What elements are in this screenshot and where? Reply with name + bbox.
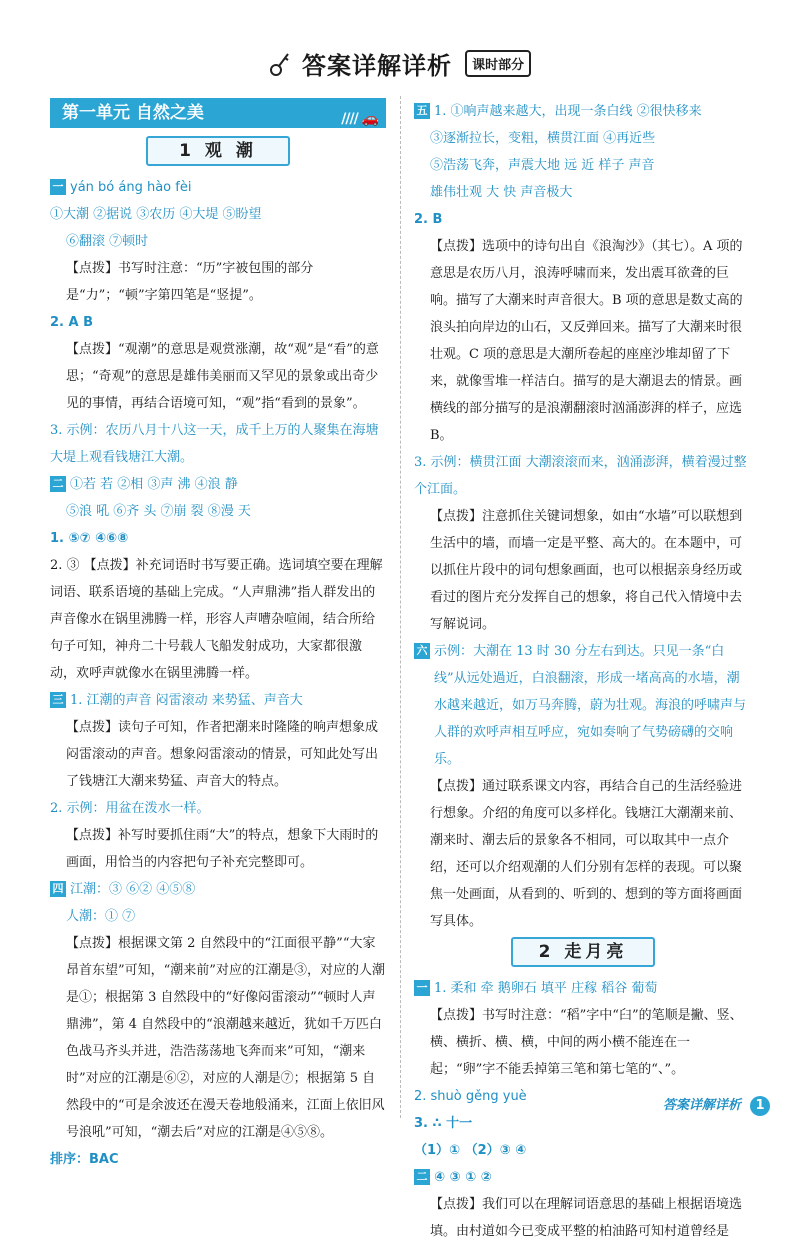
page-footer [663, 1093, 770, 1115]
section-number: 一 [50, 179, 66, 195]
tip-paragraph: 【点拨】注意抓住关键词想象，如由“水墙”可以联想到生活中的墙，而墙一定是平整、高大的。在本题中，可以抓住片段中的词句想象画面，也可以根据亲身经历或看过的图片充分发挥自己的想象，将自己代入情境中去写解说词。 [430, 509, 743, 632]
tip-paragraph: 【点拨】我们可以在理解词语意思的基础上根据语境选填。由村道如今已变成平整的柏油路可知村道曾经是 [430, 1197, 743, 1239]
tip-paragraph: 【点拨】通过联系课文内容，再结合自己的生活经验进行想象。介绍的角度可以多样化。钱塘江大潮潮来前、潮来时、潮去后的景象各不相同，可以取其中一点介绍，还可以介绍观潮的人们分别有怎样的表现。可以聚焦一处画面，从看到的、听到的、想到的等方面将画面写具体。 [430, 779, 743, 929]
section-number: 一 [414, 980, 430, 996]
pinyin-answers: yán bó áng hào fèi [70, 180, 192, 195]
answer-line: 1. 江潮的声音 闷雷滚动 来势猛、声音大 [70, 693, 303, 708]
lesson-title: 2 走月亮 [511, 937, 655, 967]
page-header [0, 46, 800, 86]
answer-line: 3. ∴ 十一 [414, 1116, 473, 1131]
tip-paragraph: 【点拨】书写时注意：“历”字被包围的部分是“力”；“顿”字第四笔是“竖提”。 [66, 261, 314, 303]
section-1 [50, 174, 386, 201]
answer-line: ⑤浪 吼 ⑥齐 头 ⑦崩 裂 ⑧漫 天 [66, 504, 251, 519]
section-tag: 课时部分 [465, 50, 531, 77]
section-1-lesson2 [414, 975, 752, 1002]
answer-line: 3. 示例：农历八月十八这一天，成千上万的人聚集在海塘大堤上观看钱塘江大潮。 [50, 423, 379, 465]
column-divider [400, 96, 401, 1118]
answer-line: 1. 柔和 牵 鹅卵石 填平 庄稼 稻谷 葡萄 [434, 981, 658, 996]
answer-line: ①大潮 ②据说 ③农历 ④大堤 ⑤盼望 [50, 207, 262, 222]
section-number: 六 [414, 643, 430, 659]
section-number: 三 [50, 692, 66, 708]
unit-banner [50, 98, 386, 128]
answer-line: ⑥翻滚 ⑦顿时 [66, 234, 149, 249]
answer-line: 1. ⑤⑦ ④⑥⑧ [50, 531, 129, 546]
tip-paragraph: 【点拨】读句子可知，作者把潮来时隆隆的响声想象成闷雷滚动的声音。想象闷雷滚动的情景，可知此处写出了钱塘江大潮来势猛、声音大的特点。 [66, 720, 379, 789]
footer-label: 答案详解详析 [662, 1098, 741, 1113]
tip-paragraph: 【点拨】补写时要抓住雨“大”的特点，想象下大雨时的画面，用恰当的内容把句子补充完整即可。 [66, 828, 379, 870]
section-6 [414, 638, 752, 773]
answer-line: 2. 示例：用盆在泼水一样。 [50, 801, 210, 816]
tip-paragraph: 【点拨】“观潮”的意思是观赏涨潮，故“观”是“看”的意思；“奇观”的意思是雄伟美丽而又罕见的景象或出奇少见的事情，再结合语境可知，“观”指“看到的景象”。 [66, 342, 379, 411]
left-column [50, 98, 386, 1173]
answer-line: ⑤浩荡飞奔，声震大地 远 近 样子 声音 [430, 158, 655, 173]
tip-paragraph: 【点拨】根据课文第 2 自然段中的“江面很平静”“大家昂首东望”可知，“潮来前”对应的江潮是③，对应的人潮是①；根据第 3 自然段中的“好像闷雷滚动”“顿时人声鼎沸”，第 4 自然段中的“浪潮越来越近，犹如千万匹白色战马齐头并进，浩浩荡荡地飞奔而来”可知，“潮来时”对应的江潮是⑥②，对应的人潮是⑦；根据第 5 自然段中的“可是余波还在漫天卷地般涌来，江面上依旧风号浪吼”可知，“潮去后”对应的江潮是④⑤⑧。 [66, 936, 385, 1140]
answer-line: 2. A B [50, 315, 94, 330]
answer-line: 2. B [414, 212, 443, 227]
answer-line: ①若 若 ②相 ③声 沸 ④浪 静 [70, 477, 238, 492]
answer-line: 雄伟壮观 大 快 声音极大 [430, 185, 573, 200]
section-5 [414, 98, 752, 125]
answer-line: （1）① （2）③ ④ [414, 1143, 527, 1158]
section-2-lesson2 [414, 1164, 752, 1191]
section-4 [50, 876, 386, 903]
section-number: 二 [414, 1169, 430, 1185]
tip-paragraph: 【点拨】书写时注意：“稻”字中“臼”的笔顺是撇、竖、横、横折、横、横，中间的两小横不能连在一起；“卵”字不能丢掉第三笔和第七笔的“、”。 [430, 1008, 743, 1077]
unit-title: 第一单元 自然之美 [62, 103, 204, 123]
answer-line: ④ ③ ① ② [434, 1170, 492, 1185]
section-number: 二 [50, 476, 66, 492]
right-column [414, 98, 752, 1245]
answer-line: 1. ①响声越来越大，出现一条白线 ②很快移来 [434, 104, 702, 119]
section-3 [50, 687, 386, 714]
key-icon [269, 51, 291, 77]
answer-line: 示例：大潮在 13 时 30 分左右到达。只见一条“白线”从远处過近，白浪翻滚，形成一堵高高的水墙，潮水越来越近，如万马奔腾，蔚为壮观。海浪的呼啸声与人群的欢呼声相互呼应，宛如奏响了气势磅礴的交响乐。 [434, 644, 747, 767]
answer-line: 3. 示例：横贯江面 大潮滚滚而来，汹涌澎湃，横着漫过整个江面。 [414, 455, 747, 497]
tip-paragraph: 【点拨】选项中的诗句出自《浪淘沙》（其七）。A 项的意思是农历八月，浪涛呼啸而来，发出震耳欲聋的巨响。描写了大潮来时声音很大。B 项的意思是数丈高的浪头拍向岸边的山石，又反弹回来。描写了大潮来时很壮观。C 项的意思是大潮所卷起的座座沙堆却留了下来，就像雪堆一样洁白。描写的是大潮退去的情景。画横线的部分描写的是浪潮翻滚时汹涌澎湃的样子，应选 B。 [430, 239, 743, 443]
answer-line: 排序：BAC [50, 1152, 119, 1167]
tip-paragraph: 2. ③ 【点拨】补充词语时书写要正确。选词填空要在理解词语、联系语境的基础上完成。“人声鼎沸”指人群发出的声音像水在锅里沸腾一样，形容人声嘈杂喧闹，结合所给句子可知，神舟二十号载人飞船发射成功，大家都很激动，欢呼声就像水在锅里沸腾一样。 [50, 558, 383, 681]
answer-line: 2. shuò gěng yuè [414, 1089, 527, 1104]
page-number: 1 [750, 1096, 770, 1116]
decorative-stripes-icon: //// 🚗 [341, 111, 378, 127]
page-title: 答案详解详析 [301, 52, 452, 80]
section-number: 四 [50, 881, 66, 897]
section-number: 五 [414, 103, 430, 119]
section-2 [50, 471, 386, 498]
answer-line: 江潮：③ ⑥② ④⑤⑧ [70, 882, 196, 897]
lesson-title: 1 观 潮 [146, 136, 290, 166]
answer-line: 人潮：① ⑦ [66, 909, 136, 924]
answer-line: ③逐渐拉长，变粗，横贯江面 ④再近些 [430, 131, 656, 146]
